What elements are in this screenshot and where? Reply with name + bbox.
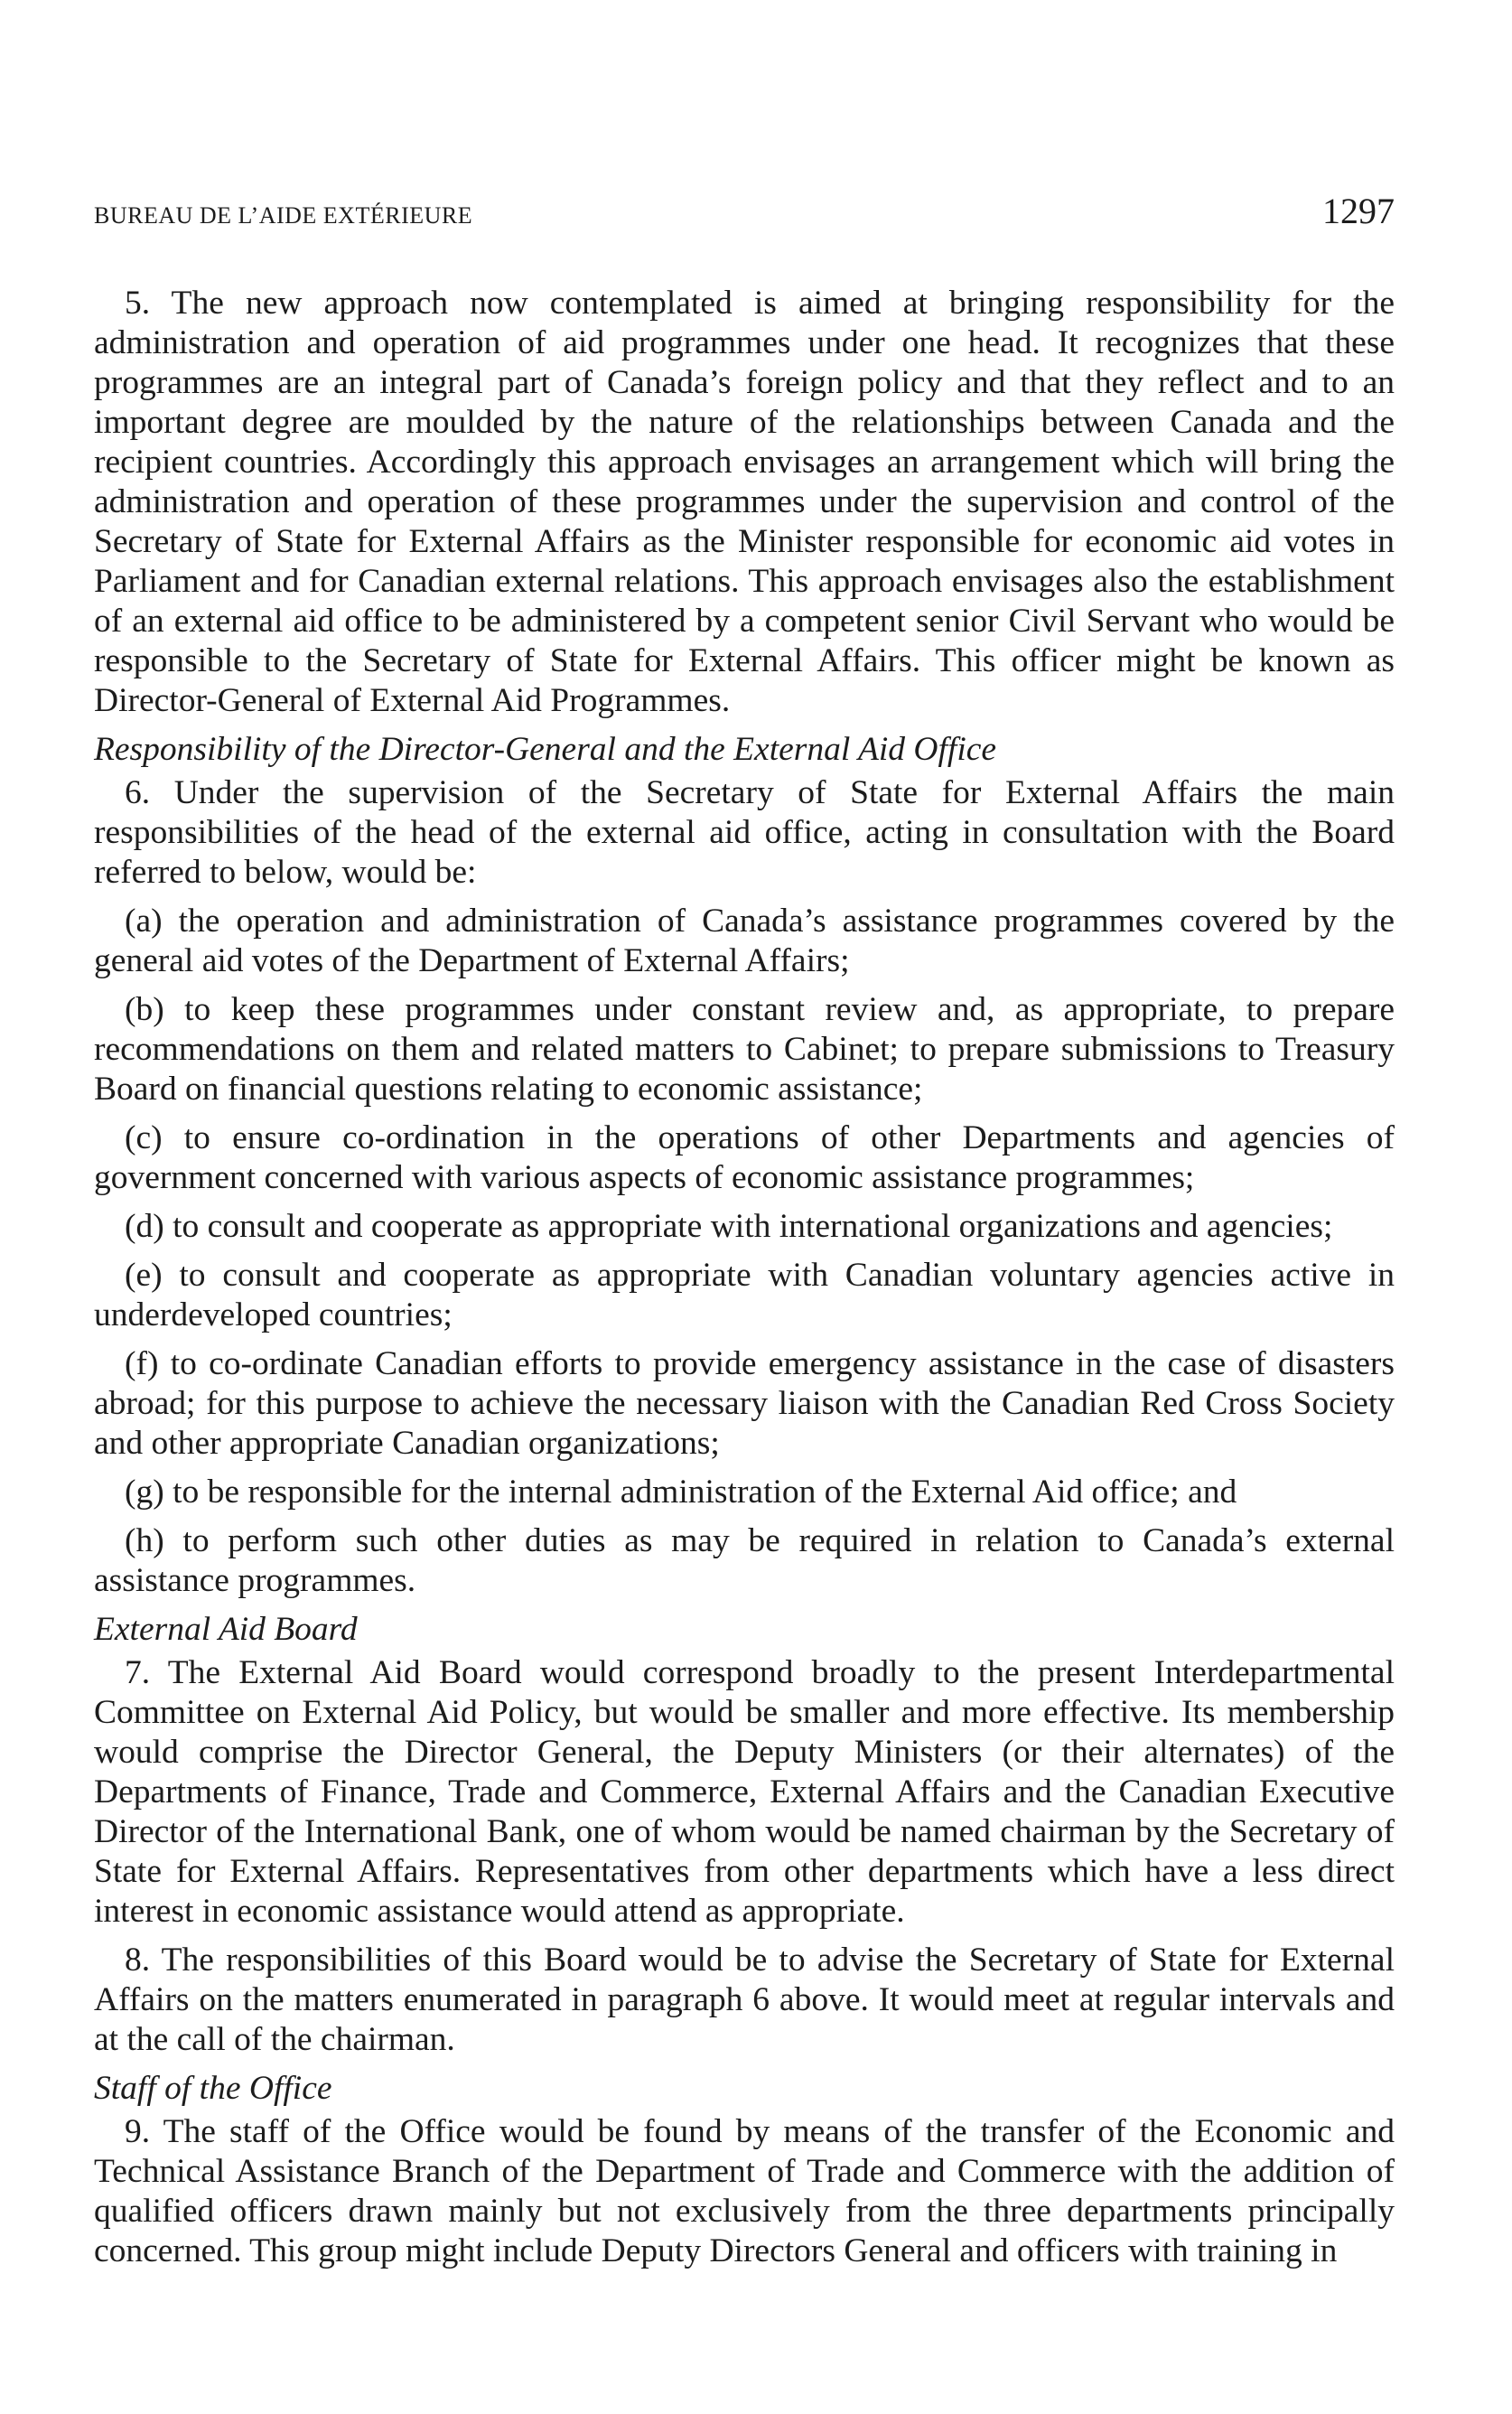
- paragraph-7: 7. The External Aid Board would correspond broadly to the present Interdepartmental Committee on External Aid Policy, but would be smaller and more effective. Its membership would comprise the Director General, the Deputy Ministers (or their alternates) of the Departments of Finance, Trade and Commerce, External Affairs and the Canadian Executive Director of the International Bank, one of whom would be named chairman by the Secretary of State for External Affairs. Representatives from other departments which have a less direct interest in economic assistance would attend as appropriate.: [94, 1654, 1395, 1930]
- paragraph-9: 9. The staff of the Office would be found by means of the transfer of the Economic and Technical Assistance Branch of the Department of Trade and Commerce with the addition of qualified officers drawn mainly but not exclusively from the three departments principally concerned. This group might include Deputy Directors General and officers with training in: [94, 2113, 1395, 2269]
- running-title: BUREAU DE L’AIDE EXTÉRIEURE: [94, 202, 473, 229]
- paragraph-8: 8. The responsibilities of this Board would be to advise the Secretary of State for External Affairs on the matters enumerated in paragraph 6 above. It would meet at regular intervals and at the call of the chairman.: [94, 1941, 1395, 2058]
- section-heading-responsibility: Responsibility of the Director-General and the External Aid Office: [94, 731, 997, 768]
- document-page: [94, 190, 1395, 2271]
- list-item-b: (b) to keep these programmes under constant review and, as appropriate, to prepare recommendations on them and related matters to Cabinet; to prepare submissions to Treasury Board on financial questions relating to economic assistance;: [94, 991, 1395, 1108]
- section-heading-staff: Staff of the Office: [94, 2070, 332, 2107]
- list-item-a: (a) the operation and administration of Canada’s assistance programmes covered by the general aid votes of the Department of External Affairs;: [94, 903, 1395, 979]
- list-item-f: (f) to co-ordinate Canadian efforts to provide emergency assistance in the case of disasters abroad; for this purpose to achieve the necessary liaison with the Canadian Red Cross Society and other appropriate Canadian organizations;: [94, 1345, 1395, 1462]
- list-item-e: (e) to consult and cooperate as appropriate with Canadian voluntary agencies active in underdeveloped countries;: [94, 1257, 1395, 1333]
- paragraph-5: 5. The new approach now contemplated is aimed at bringing responsibility for the administration and operation of aid programmes under one head. It recognizes that these programmes are an integral part of Canada’s foreign policy and that they reflect and to an important degree are moulded by the nature of the relationships between Canada and the recipient countries. Accordingly this approach envisages an arrangement which will bring the administration and operation of these programmes under the supervision and control of the Secretary of State for External Affairs as the Minister responsible for economic aid votes in Parliament and for Canadian external relations. This approach envisages also the establishment of an external aid office to be administered by a competent senior Civil Servant who would be responsible to the Secretary of State for External Affairs. This officer might be known as Director-General of External Aid Programmes.: [94, 285, 1395, 719]
- running-head: [94, 190, 1395, 244]
- section-heading-board: External Aid Board: [94, 1611, 358, 1648]
- list-item-c: (c) to ensure co-ordination in the operations of other Departments and agencies of government concerned with various aspects of economic assistance programmes;: [94, 1119, 1395, 1196]
- list-item-g: (g) to be responsible for the internal administration of the External Aid office; and: [125, 1474, 1237, 1511]
- paragraph-6: 6. Under the supervision of the Secretary of State for External Affairs the main responsibilities of the head of the external aid office, acting in consultation with the Board referred to below, would be:: [94, 774, 1395, 891]
- list-item-h: (h) to perform such other duties as may be required in relation to Canada’s external assistance programmes.: [94, 1522, 1395, 1599]
- page-number: 1297: [1322, 191, 1395, 231]
- list-item-d: (d) to consult and cooperate as appropriate with international organizations and agencies;: [125, 1208, 1333, 1245]
